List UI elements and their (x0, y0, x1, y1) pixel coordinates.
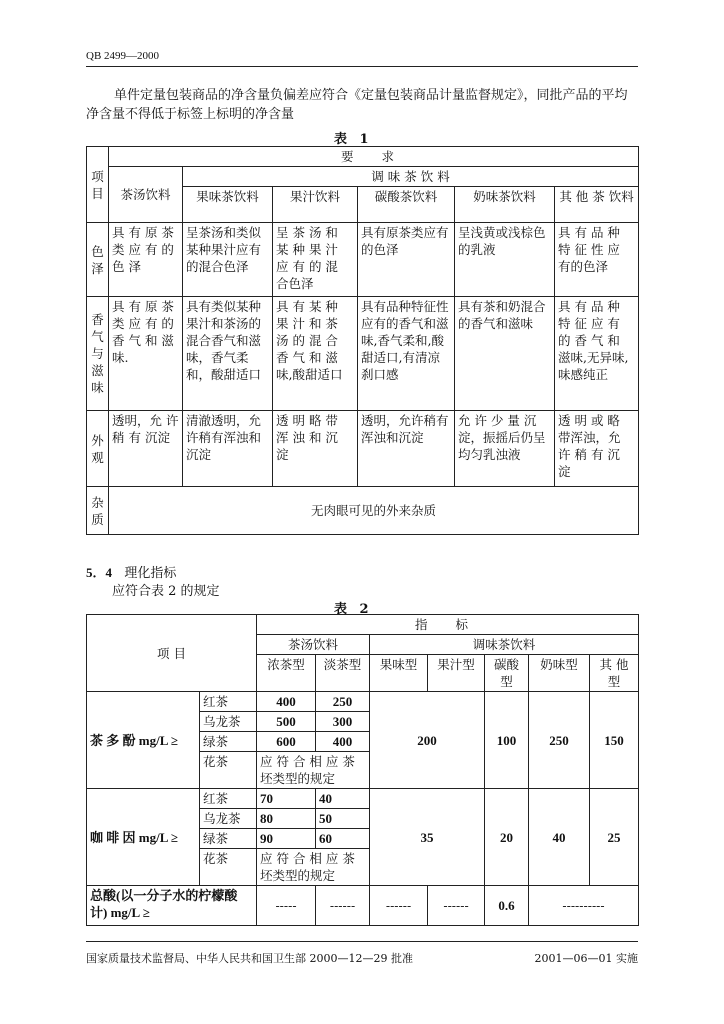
tea-type: 绿茶 (200, 732, 257, 752)
caffeine-label: 咖 啡 因 mg/L ≥ (87, 789, 200, 886)
physicochemical-table (86, 614, 639, 926)
table1-col-header: 果汁饮料 (273, 187, 358, 223)
table2-zhibiao-header: 指 标 (257, 615, 639, 635)
value-cell: 600 (257, 732, 316, 752)
value-cell: 400 (257, 692, 316, 712)
value-cell: 60 (316, 829, 370, 849)
value-cell: 250 (529, 692, 590, 789)
tea-type: 乌龙茶 (200, 712, 257, 732)
value-cell: 40 (316, 789, 370, 809)
row-name: 香气与滋味 (87, 297, 109, 411)
table2-sub-header: 其 他 型 (590, 655, 639, 692)
table-cell: 具 有 品 种 特 征 性 应 有的色泽 (555, 223, 639, 297)
row-name: 外观 (87, 411, 109, 487)
table2-sub-header: 碳酸型 (485, 655, 529, 692)
table1-col-header: 奶味茶饮料 (455, 187, 555, 223)
value-cell: 250 (316, 692, 370, 712)
value-cell: 80 (257, 809, 316, 829)
header-rule (86, 66, 638, 67)
value-cell: 应 符 合 相 应 茶 坯类型的规定 (257, 849, 370, 886)
tea-type: 红茶 (200, 789, 257, 809)
value-cell: 100 (485, 692, 529, 789)
value-cell: ---------- (529, 886, 639, 926)
table2-sub-header: 淡茶型 (316, 655, 370, 692)
section-subtext: 应符合表 2 的规定 (112, 584, 220, 599)
table-cell: 透明，允许稍有浑浊和沉淀 (358, 411, 455, 487)
footer-rule (86, 941, 638, 942)
value-cell: 0.6 (485, 886, 529, 926)
table-cell: 呈浅黄或浅棕色的乳液 (455, 223, 555, 297)
table2-sub-header: 浓茶型 (257, 655, 316, 692)
tea-type: 花茶 (200, 752, 257, 789)
table1-req-header: 要 求 (109, 147, 639, 167)
table2-sub-header: 果味型 (370, 655, 428, 692)
tea-type: 红茶 (200, 692, 257, 712)
standard-code: QB 2499—2000 (86, 50, 160, 62)
value-cell: 应 符 合 相 应 茶 坯类型的规定 (257, 752, 370, 789)
table-cell: 具 有 原 茶 类 应 有 的 香 气 和 滋 味. (109, 297, 183, 411)
tea-type: 绿茶 (200, 829, 257, 849)
acid-label: 总酸(以一分子水的柠檬酸计) mg/L ≥ (87, 886, 257, 926)
table-cell: 呈 茶 汤 和 某 种 果 汁 应 有 的 混 合色泽 (273, 223, 358, 297)
table-cell: 具 有 某 种 果 汁 和 茶 汤 的 混 合 香 气 和 滋 味,酸甜适口 (273, 297, 358, 411)
value-cell: 300 (316, 712, 370, 732)
table-cell: 透明，允 许 稍 有 沉淀 (109, 411, 183, 487)
table-cell-merged: 无肉眼可见的外来杂质 (109, 487, 639, 535)
tea-type: 花茶 (200, 849, 257, 886)
table-cell: 具 有 原 茶 类 应 有 的 色 泽 (109, 223, 183, 297)
row-name: 杂质 (87, 487, 109, 535)
table-cell: 透 明 略 带 浑 浊 和 沉 淀 (273, 411, 358, 487)
value-cell: ------ (316, 886, 370, 926)
table1-tiaowei-header: 调 味 茶 饮 料 (183, 167, 639, 187)
value-cell: ----- (257, 886, 316, 926)
table1-item-header: 项目 (87, 147, 109, 223)
value-cell: 40 (529, 789, 590, 886)
table2-sub-header: 果汁型 (428, 655, 485, 692)
table1-col-header: 碳酸茶饮料 (358, 187, 455, 223)
tea-type: 乌龙茶 (200, 809, 257, 829)
value-cell: 500 (257, 712, 316, 732)
section-heading: 5．4 理化指标 (86, 565, 177, 581)
value-cell: 25 (590, 789, 639, 886)
intro-paragraph: 单件定量包装商品的净含量负偏差应符合《定量包装商品计量监督规定》，同批产品的平均净含量不得低于标签上标明的净含量 (86, 88, 628, 122)
table-cell: 具有类似某种果汁和茶汤的混合香气和滋味，香气柔和，酸甜适口 (183, 297, 273, 411)
table1-col-header: 果味茶饮料 (183, 187, 273, 223)
table2-chatang-header: 茶汤饮料 (257, 635, 370, 655)
table1-chatang-header: 茶汤饮料 (109, 167, 183, 223)
table-cell: 呈茶汤和类似某种果汁应有的混合色泽 (183, 223, 273, 297)
table2-item-header: 项 目 (87, 615, 257, 692)
value-cell: 35 (370, 789, 485, 886)
effective-date: 2001—06—01 实施 (534, 952, 638, 965)
table-cell: 具有品种特征性应有的香气和滋味,香气柔和,酸甜适口,有清凉刹口感 (358, 297, 455, 411)
table1-caption: 表 1 (334, 132, 373, 147)
approval-note: 国家质量技术监督局、中华人民共和国卫生部 2000—12—29 批准 (86, 952, 413, 965)
value-cell: 200 (370, 692, 485, 789)
value-cell: 70 (257, 789, 316, 809)
table1-col-header: 其 他 茶 饮料 (555, 187, 639, 223)
table2-tiaowei-header: 调味茶饮料 (370, 635, 639, 655)
value-cell: 150 (590, 692, 639, 789)
value-cell: 50 (316, 809, 370, 829)
value-cell: 400 (316, 732, 370, 752)
table-cell: 清澈透明，允许稍有浑浊和沉淀 (183, 411, 273, 487)
table-cell: 具有原茶类应有的色泽 (358, 223, 455, 297)
value-cell: 20 (485, 789, 529, 886)
value-cell: ------ (428, 886, 485, 926)
value-cell: 90 (257, 829, 316, 849)
table-cell: 具 有 品 种 特 征 应 有 的 香 气 和 滋味,无异味,味感纯正 (555, 297, 639, 411)
table-cell: 允 许 少 量 沉 淀，振摇后仍呈均匀乳浊液 (455, 411, 555, 487)
polyphenol-label: 茶 多 酚 mg/L ≥ (87, 692, 200, 789)
table-cell: 具有茶和奶混合的香气和滋味 (455, 297, 555, 411)
table-cell: 透 明 或 略 带浑浊，允 许 稍 有 沉 淀 (555, 411, 639, 487)
row-name: 色泽 (87, 223, 109, 297)
value-cell: ------ (370, 886, 428, 926)
table2-caption: 表 2 (334, 602, 373, 617)
sensory-table (86, 146, 639, 535)
table2-sub-header: 奶味型 (529, 655, 590, 692)
